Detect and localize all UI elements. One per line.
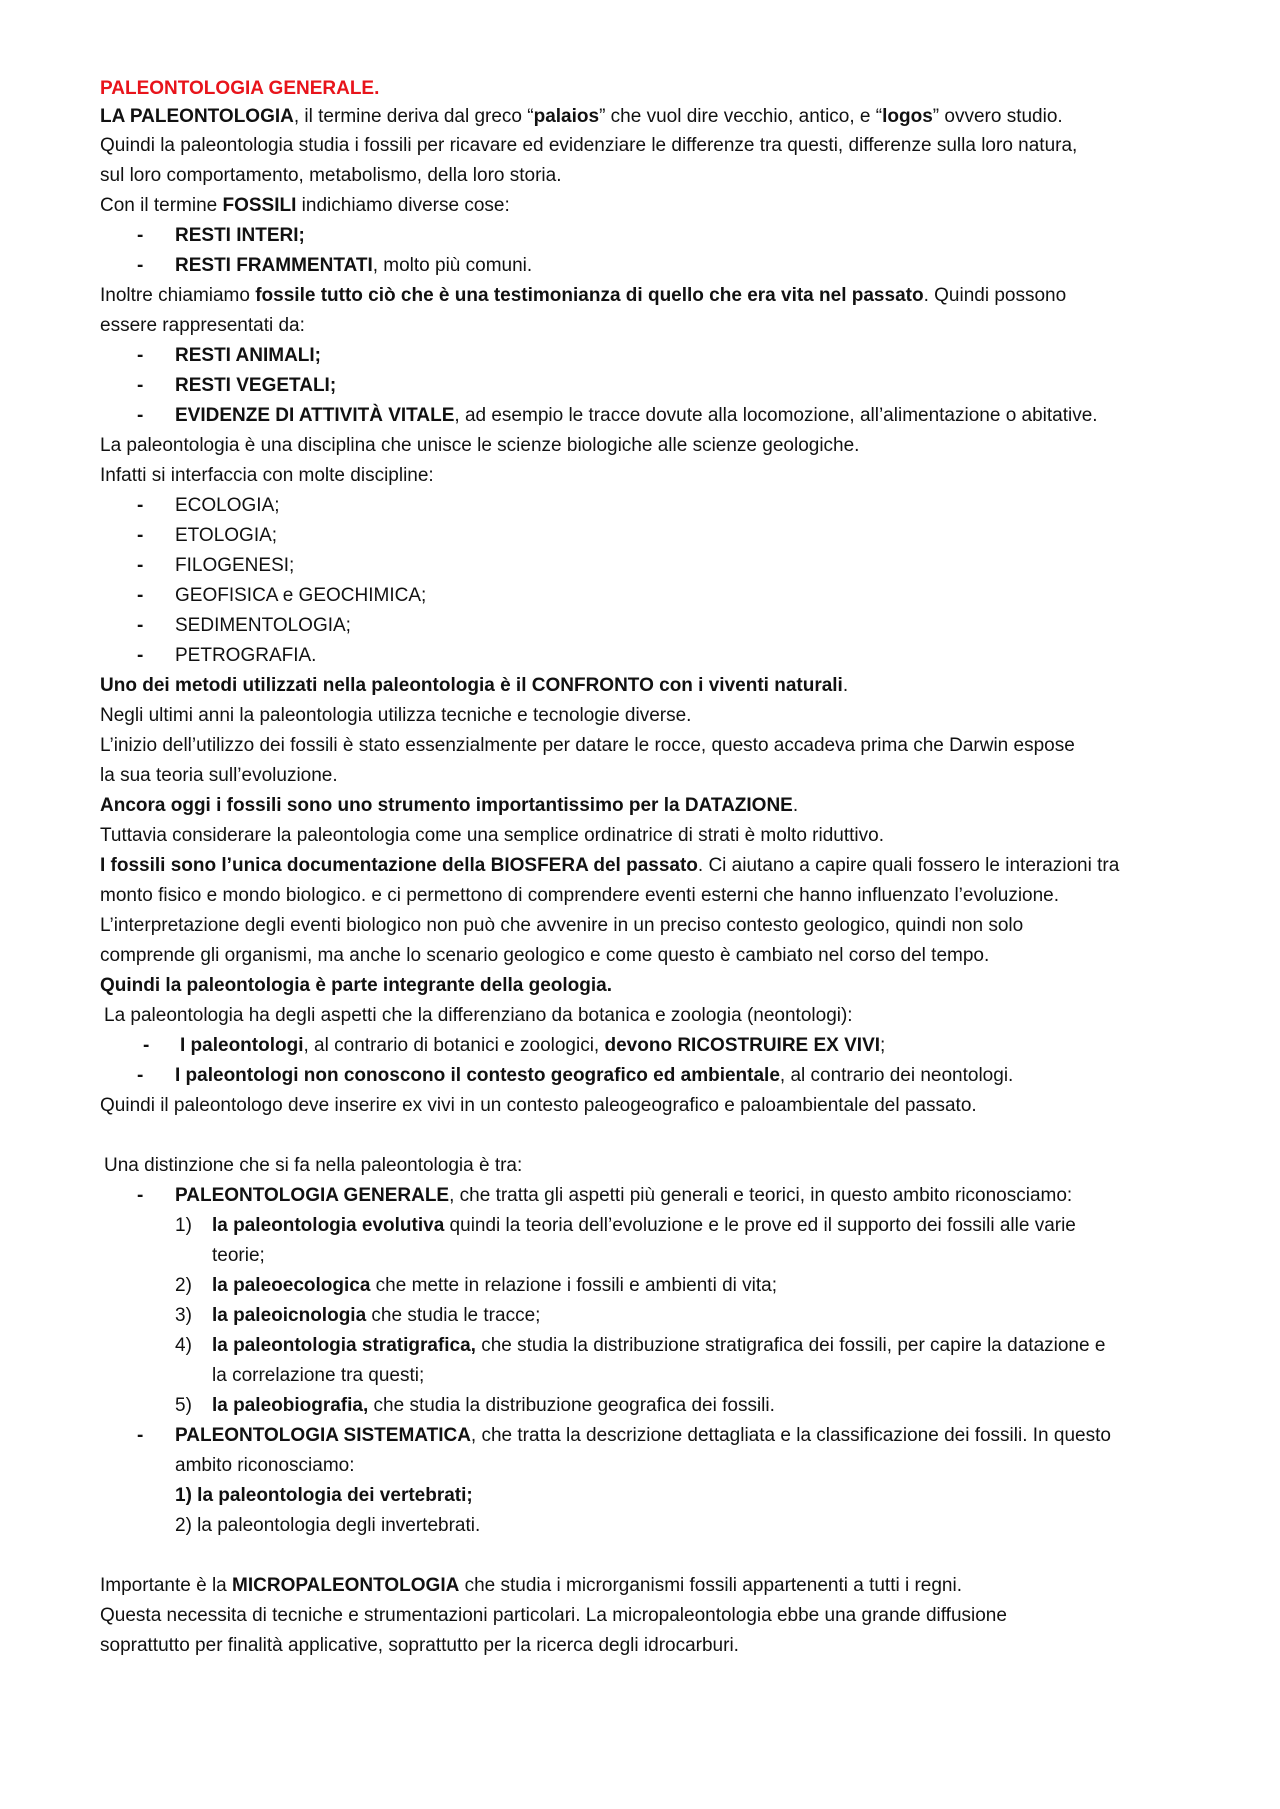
- text-line: [100, 1573, 962, 1599]
- list-item: [175, 643, 316, 669]
- text-line: [100, 943, 989, 969]
- bold-run: I paleontologi: [180, 1035, 304, 1056]
- text-run: L’inizio dell’utilizzo dei fossili è stato essenzialmente per datare le rocce, questo accadeva prima che Darwin espose: [100, 735, 1075, 756]
- list-number: 1): [175, 1215, 192, 1236]
- text-run: , ad esempio le tracce dovute alla locomozione, all’alimentazione o abitative.: [454, 405, 1098, 426]
- text-run: Quindi la paleontologia studia i fossili per ricavare ed evidenziare le differenze tra questi, differenze sulla loro natura,: [100, 135, 1078, 156]
- list-item: [175, 1483, 473, 1509]
- bold-run: logos: [882, 106, 933, 127]
- text-line: [100, 823, 884, 849]
- list-item: [212, 1213, 1076, 1239]
- text-line: [100, 193, 510, 219]
- list-item: [212, 1273, 777, 1299]
- text-line: [104, 1003, 853, 1029]
- bold-run: devono RICOSTRUIRE EX VIVI: [604, 1035, 881, 1056]
- bullet-dash: -: [137, 225, 144, 246]
- text-line: [100, 793, 798, 819]
- list-number: 4): [175, 1335, 192, 1356]
- text-run: Quindi il paleontologo deve inserire ex vivi in un contesto paleogeografico e paloambientale del passato.: [100, 1095, 977, 1116]
- bullet-dash: -: [137, 585, 144, 606]
- bold-run: 1) la paleontologia dei vertebrati;: [175, 1485, 473, 1506]
- text-run: .: [842, 675, 849, 696]
- text-run: che studia i microrganismi fossili appartenenti a tutti i regni.: [459, 1575, 963, 1596]
- text-run: PETROGRAFIA.: [175, 645, 317, 666]
- bold-run: FOSSILI: [222, 195, 297, 216]
- bold-run: la paleontologia evolutiva: [212, 1215, 445, 1236]
- text-run: , il termine deriva dal greco “: [293, 106, 534, 127]
- list-item: [175, 1423, 1111, 1449]
- text-line: [100, 763, 338, 789]
- text-run: Con il termine: [100, 195, 223, 216]
- bold-run: fossile tutto ciò che è una testimonianza di quello che era vita nel passato: [255, 285, 924, 306]
- bold-run: la paleoecologica: [212, 1275, 371, 1296]
- bold-run: la paleoicnologia: [212, 1305, 367, 1326]
- text-run: , che tratta la descrizione dettagliata e la classificazione dei fossili. In questo: [470, 1425, 1111, 1446]
- text-run: soprattutto per finalità applicative, soprattutto per la ricerca degli idrocarburi.: [100, 1635, 739, 1656]
- text-line: [100, 913, 1023, 939]
- text-line: [100, 163, 561, 189]
- text-run: L’interpretazione degli eventi biologico non può che avvenire in un preciso contesto geologico, quindi non solo: [100, 915, 1024, 936]
- text-line: [100, 673, 848, 699]
- text-run: Importante è la: [100, 1575, 233, 1596]
- text-run: comprende gli organismi, ma anche lo scenario geologico e come questo è cambiato nel corso del tempo.: [100, 945, 990, 966]
- text-run: ” che vuol dire vecchio, antico, e “: [599, 106, 883, 127]
- list-item: [175, 583, 426, 609]
- text-run: che studia la distribuzione stratigrafica dei fossili, per capire la datazione e: [475, 1335, 1106, 1356]
- bold-run: RESTI INTERI;: [175, 225, 305, 246]
- text-line: [100, 283, 1066, 309]
- list-item: [175, 403, 1098, 429]
- text-line: [104, 1153, 522, 1179]
- text-line: [100, 1603, 1007, 1629]
- list-item: [180, 1033, 885, 1059]
- text-run: che studia la distribuzione geografica dei fossili.: [368, 1395, 775, 1416]
- list-item: [212, 1393, 775, 1419]
- bold-run: palaios: [533, 106, 600, 127]
- text-run: teorie;: [212, 1245, 265, 1266]
- list-item: [175, 1063, 1013, 1089]
- list-item: [175, 343, 321, 369]
- bold-run: Quindi la paleontologia è parte integrante della geologia.: [100, 975, 613, 996]
- text-run: ;: [880, 1035, 886, 1056]
- list-number: 2): [175, 1275, 192, 1296]
- text-line: [100, 433, 859, 459]
- bold-run: la paleontologia stratigrafica,: [212, 1335, 476, 1356]
- text-run: indichiamo diverse cose:: [296, 195, 510, 216]
- list-item: [175, 253, 532, 279]
- list-item: [175, 613, 351, 639]
- list-item: [175, 1513, 480, 1539]
- text-run: La paleontologia è una disciplina che unisce le scienze biologiche alle scienze geologiche.: [100, 435, 860, 456]
- text-line: [100, 733, 1075, 759]
- text-run: . Ci aiutano a capire quali fossero le interazioni tra: [697, 855, 1120, 876]
- text-line: [100, 853, 1119, 879]
- text-run: . Quindi possono: [923, 285, 1067, 306]
- bold-run: PALEONTOLOGIA GENERALE: [175, 1185, 450, 1206]
- bullet-dash: -: [137, 645, 144, 666]
- text-run: monto fisico e mondo biologico. e ci permettono di comprendere eventi esterni che hanno influenzato l’evoluzione.: [100, 885, 1060, 906]
- bullet-dash: -: [143, 1035, 150, 1056]
- bold-run: PALEONTOLOGIA SISTEMATICA: [175, 1425, 471, 1446]
- bullet-dash: -: [137, 495, 144, 516]
- text-line: [100, 883, 1059, 909]
- list-item: [175, 553, 294, 579]
- bold-run: Uno dei metodi utilizzati nella paleontologia è il CONFRONTO con i viventi naturali: [100, 675, 843, 696]
- text-line: [100, 313, 305, 339]
- text-run: Tuttavia considerare la paleontologia come una semplice ordinatrice di strati è molto riduttivo.: [100, 825, 884, 846]
- bullet-dash: -: [137, 1185, 144, 1206]
- text-run: ECOLOGIA;: [175, 495, 280, 516]
- text-run: Inoltre chiamiamo: [100, 285, 256, 306]
- bullet-dash: -: [137, 615, 144, 636]
- text-run: Negli ultimi anni la paleontologia utilizza tecniche e tecnologie diverse.: [100, 705, 692, 726]
- list-item: [212, 1333, 1105, 1359]
- list-item: [212, 1303, 540, 1329]
- text-run: quindi la teoria dell’evoluzione e le prove ed il supporto dei fossili alle varie: [444, 1215, 1076, 1236]
- text-run: sul loro comportamento, metabolismo, della loro storia.: [100, 165, 562, 186]
- text-run: , al contrario dei neontologi.: [779, 1065, 1014, 1086]
- text-run: , al contrario di botanici e zoologici,: [303, 1035, 605, 1056]
- text-line: [100, 104, 1063, 130]
- text-line: [100, 463, 434, 489]
- bold-run: EVIDENZE DI ATTIVITÀ VITALE: [175, 405, 455, 426]
- text-run: FILOGENESI;: [175, 555, 295, 576]
- bold-run: RESTI FRAMMENTATI: [175, 255, 373, 276]
- text-run: , molto più comuni.: [372, 255, 533, 276]
- bold-run: la paleobiografia,: [212, 1395, 369, 1416]
- text-run: che studia le tracce;: [366, 1305, 541, 1326]
- bold-run: I paleontologi non conoscono il contesto geografico ed ambientale: [175, 1065, 780, 1086]
- text-line: [100, 1093, 977, 1119]
- list-item: [175, 493, 280, 519]
- bullet-dash: -: [137, 375, 144, 396]
- bullet-dash: -: [137, 525, 144, 546]
- list-number: 5): [175, 1395, 192, 1416]
- bold-run: RESTI ANIMALI;: [175, 345, 322, 366]
- text-run: Questa necessita di tecniche e strumentazioni particolari. La micropaleontologia ebbe una grande diffusione: [100, 1605, 1007, 1626]
- bullet-dash: -: [137, 255, 144, 276]
- bullet-dash: -: [137, 1425, 144, 1446]
- bullet-dash: -: [137, 555, 144, 576]
- text-run: Infatti si interfaccia con molte discipline:: [100, 465, 434, 486]
- text-line: [100, 973, 612, 999]
- bullet-dash: -: [137, 405, 144, 426]
- bold-run: RESTI VEGETALI;: [175, 375, 337, 396]
- bold-run: Ancora oggi i fossili sono uno strumento importantissimo per la DATAZIONE: [100, 795, 793, 816]
- text-run: la correlazione tra questi;: [212, 1365, 425, 1386]
- list-number: 3): [175, 1305, 192, 1326]
- list-item: [175, 223, 305, 249]
- text-line: [100, 133, 1077, 159]
- text-run: ” ovvero studio.: [932, 106, 1063, 127]
- list-item: [175, 1183, 1072, 1209]
- list-item: [212, 1243, 265, 1269]
- text-run: ETOLOGIA;: [175, 525, 278, 546]
- bold-run: MICROPALEONTOLOGIA: [232, 1575, 460, 1596]
- text-run: SEDIMENTOLOGIA;: [175, 615, 351, 636]
- bold-run: I fossili sono l’unica documentazione della BIOSFERA del passato: [100, 855, 698, 876]
- text-line: [100, 1633, 739, 1659]
- text-run: che mette in relazione i fossili e ambienti di vita;: [370, 1275, 777, 1296]
- list-item: [175, 373, 336, 399]
- text-run: ambito riconosciamo:: [175, 1455, 355, 1476]
- text-run: .: [792, 795, 799, 816]
- text-run: La paleontologia ha degli aspetti che la differenziano da botanica e zoologia (neontologi):: [104, 1005, 853, 1026]
- bold-run: LA PALEONTOLOGIA: [100, 106, 294, 127]
- text-run: , che tratta gli aspetti più generali e teorici, in questo ambito riconosciamo:: [449, 1185, 1073, 1206]
- list-item: [175, 1453, 355, 1479]
- text-run: GEOFISICA e GEOCHIMICA;: [175, 585, 427, 606]
- text-run: Una distinzione che si fa nella paleontologia è tra:: [104, 1155, 523, 1176]
- text-run: 2) la paleontologia degli invertebrati.: [175, 1515, 481, 1536]
- text-run: essere rappresentati da:: [100, 315, 305, 336]
- bullet-dash: -: [137, 1065, 144, 1086]
- list-item: [175, 523, 277, 549]
- text-run: la sua teoria sull’evoluzione.: [100, 765, 338, 786]
- bullet-dash: -: [137, 345, 144, 366]
- text-line: [100, 703, 691, 729]
- list-item: [212, 1363, 424, 1389]
- document-title: PALEONTOLOGIA GENERALE.: [100, 78, 380, 99]
